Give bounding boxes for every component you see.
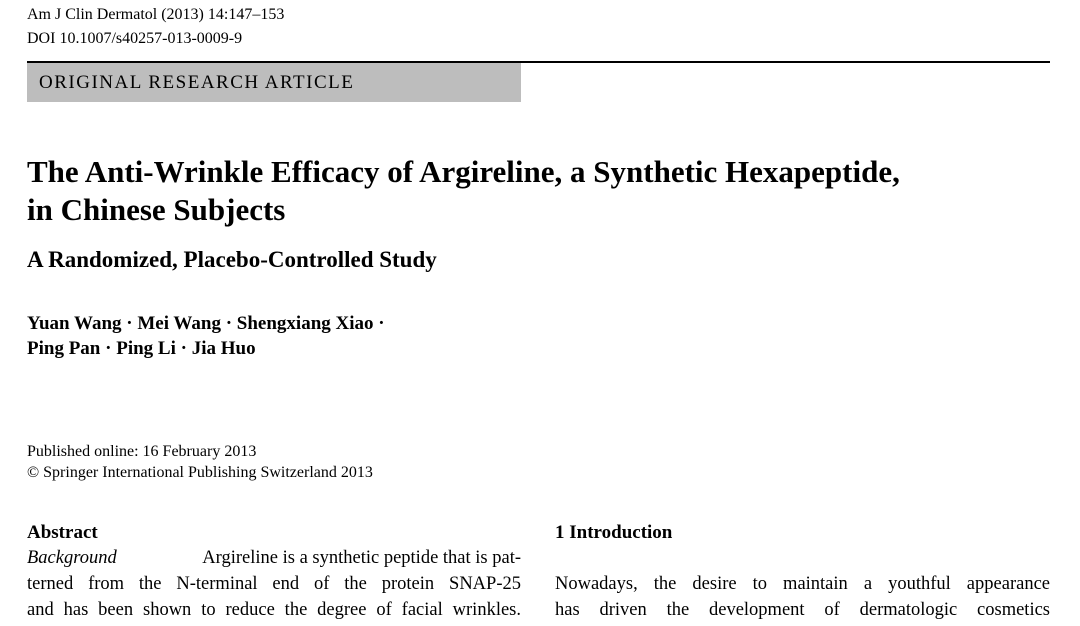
copyright-notice: © Springer International Publishing Switzerland 2013 [27, 464, 373, 481]
abstract-line-2 [27, 572, 521, 596]
abstract-text-line: and has been shown to reduce the degree of facial wrinkles. [27, 600, 521, 620]
journal-citation: Am J Clin Dermatol (2013) 14:147–153 [27, 6, 285, 23]
abstract-heading: Abstract [27, 522, 98, 543]
article-title [27, 153, 900, 229]
published-online-date: Published online: 16 February 2013 [27, 443, 257, 460]
introduction-text-line: has driven the development of dermatologic cosmetics [555, 600, 1050, 620]
article-title-line-2: in Chinese Subjects [27, 192, 286, 227]
authors-line-2: Ping Pan · Ping Li · Jia Huo [27, 338, 256, 359]
article-type-label: ORIGINAL RESEARCH ARTICLE [39, 72, 355, 93]
authors-line-1: Yuan Wang · Mei Wang · Shengxiang Xiao · [27, 313, 385, 334]
article-title-line-1: The Anti-Wrinkle Efficacy of Argireline, a Synthetic Hexapeptide, [27, 154, 900, 189]
abstract-text-line: terned from the N-terminal end of the protein SNAP-25 [27, 574, 521, 594]
abstract-line-1 [27, 546, 521, 570]
doi: DOI 10.1007/s40257-013-0009-9 [27, 30, 243, 47]
introduction-text-line: Nowadays, the desire to maintain a youthful appearance [555, 574, 1050, 594]
introduction-heading: 1 Introduction [555, 522, 673, 543]
article-subtitle: A Randomized, Placebo-Controlled Study [27, 247, 437, 272]
introduction-line-1 [555, 572, 1050, 596]
abstract-line-3 [27, 598, 521, 622]
abstract-text-line: Argireline is a synthetic peptide that is pat- [202, 548, 521, 568]
abstract-background-label: Background [27, 548, 117, 568]
introduction-line-2 [555, 598, 1050, 622]
